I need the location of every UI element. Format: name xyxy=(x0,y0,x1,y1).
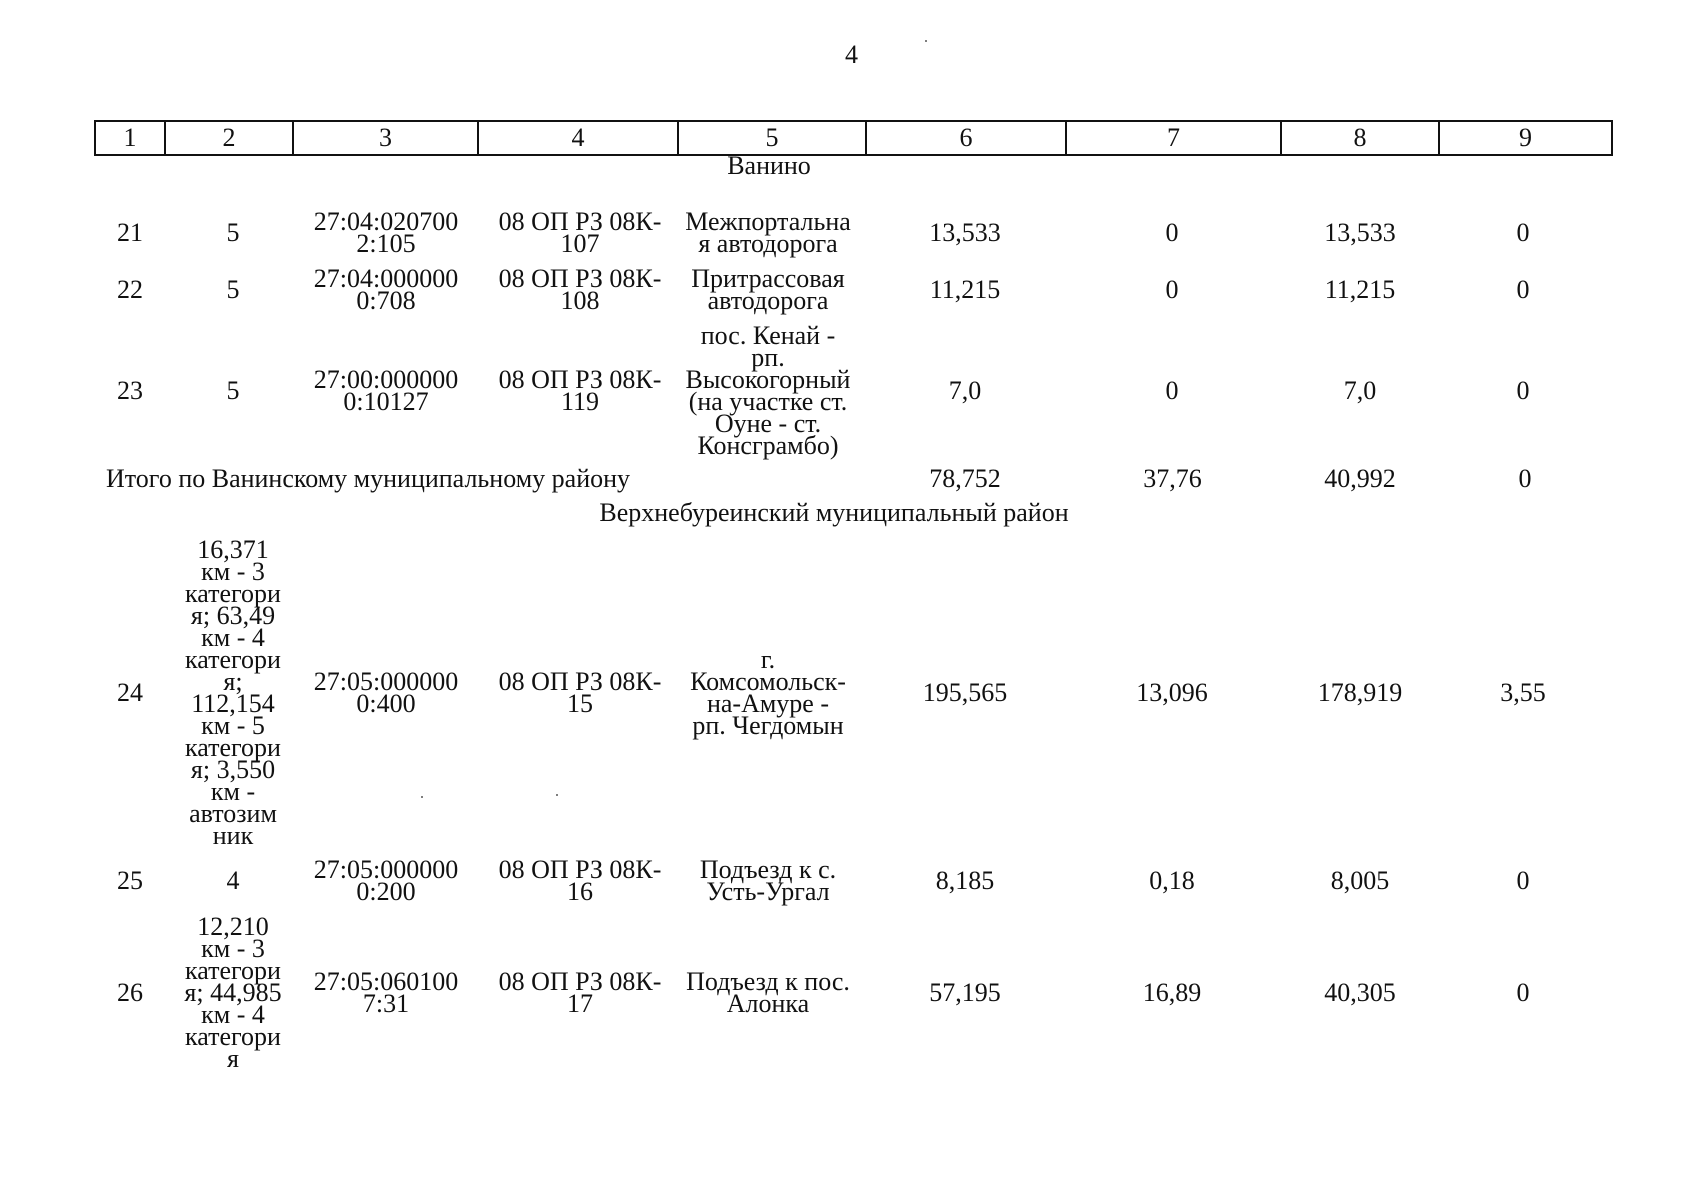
cell-line: 0:200 xyxy=(356,877,416,906)
table-cell-col9 xyxy=(1448,978,1598,1007)
table-cell-col5 xyxy=(673,855,863,906)
cell-line: Консграмбо) xyxy=(697,431,839,460)
cell-line: 7,0 xyxy=(948,376,982,405)
total-label-vanino: Итого по Ванинскому муниципальному району xyxy=(106,464,631,493)
column-header-3: 3 xyxy=(293,121,478,155)
total-col6: 78,752 xyxy=(929,464,1001,493)
cell-line: 08 ОП РЗ 08К- xyxy=(498,667,662,696)
table-cell-col8 xyxy=(1275,376,1445,405)
cell-line: 5 xyxy=(226,275,240,304)
column-header-row xyxy=(94,120,1613,156)
cell-line: 26 xyxy=(117,978,143,1007)
cell-line: 7,0 xyxy=(1343,376,1377,405)
table-cell-col2 xyxy=(172,866,294,895)
cell-line: рп. xyxy=(751,343,785,372)
cell-line: я xyxy=(227,1044,239,1073)
table-cell-col4 xyxy=(480,365,680,416)
scan-speck xyxy=(556,794,558,796)
cell-line: 5 xyxy=(226,376,240,405)
cell-line: на-Амуре - xyxy=(706,689,830,718)
table-cell-col8 xyxy=(1275,218,1445,247)
cell-line: 0 xyxy=(1516,275,1530,304)
table-cell-col5 xyxy=(673,207,863,258)
table-cell-col1 xyxy=(100,275,160,304)
cell-line: я; 44,985 xyxy=(184,978,282,1007)
cell-line: 13,533 xyxy=(929,218,1001,247)
table-cell-col4 xyxy=(480,855,680,906)
section-title-verkhnebureinsky: Верхнебуреинский муниципальный район xyxy=(599,498,1069,527)
cell-line: 11,215 xyxy=(929,275,1001,304)
cell-line: 0 xyxy=(1165,275,1179,304)
cell-line: 08 ОП РЗ 08К- xyxy=(498,207,662,236)
table-cell-col1 xyxy=(100,376,160,405)
cell-line: 08 ОП РЗ 08К- xyxy=(498,855,662,884)
table-cell-col7 xyxy=(1087,678,1257,707)
table-cell-col4 xyxy=(480,967,680,1018)
table-cell-col2 xyxy=(172,376,294,405)
page-number: 4 xyxy=(845,40,858,69)
table-cell-col5 xyxy=(673,967,863,1018)
table-cell-col6 xyxy=(880,678,1050,707)
cell-line: 21 xyxy=(117,218,143,247)
column-header-7: 7 xyxy=(1066,121,1281,155)
table-cell-col4 xyxy=(480,207,680,258)
cell-line: 16,371 xyxy=(197,535,269,564)
cell-line: км - 3 xyxy=(201,934,265,963)
cell-line: 27:05:060100 xyxy=(313,967,459,996)
cell-line: 7:31 xyxy=(362,989,410,1018)
cell-line: 0,18 xyxy=(1149,866,1195,895)
column-header-4: 4 xyxy=(478,121,678,155)
column-header-9: 9 xyxy=(1439,121,1612,155)
cell-line: г. xyxy=(760,645,776,674)
cell-line: ник xyxy=(212,821,254,850)
table-cell-col5 xyxy=(673,321,863,460)
table-cell-col3 xyxy=(296,855,476,906)
cell-line: категори xyxy=(185,579,281,608)
cell-line: 15 xyxy=(567,689,593,718)
table-cell-col5 xyxy=(673,645,863,740)
cell-line: Комсомольск- xyxy=(690,667,846,696)
cell-line: 0:708 xyxy=(356,286,416,315)
cell-line: 08 ОП РЗ 08К- xyxy=(498,365,662,394)
cell-line: 12,210 xyxy=(197,912,269,941)
table-cell-col7 xyxy=(1087,376,1257,405)
total-col8: 40,992 xyxy=(1324,464,1396,493)
cell-line: 178,919 xyxy=(1317,678,1403,707)
table-cell-col8 xyxy=(1275,275,1445,304)
cell-line: Притрассовая xyxy=(691,264,845,293)
cell-line: 08 ОП РЗ 08К- xyxy=(498,264,662,293)
cell-line: 13,096 xyxy=(1136,678,1208,707)
table-cell-col9 xyxy=(1448,218,1598,247)
table-cell-col6 xyxy=(880,376,1050,405)
table-cell-col3 xyxy=(296,207,476,258)
cell-line: 27:05:000000 xyxy=(313,667,459,696)
cell-line: я; xyxy=(223,667,243,696)
table-cell-col9 xyxy=(1448,678,1598,707)
cell-line: 4 xyxy=(226,866,240,895)
cell-line: 0 xyxy=(1165,218,1179,247)
table-cell-col6 xyxy=(880,218,1050,247)
cell-line: 11,215 xyxy=(1324,275,1396,304)
cell-line: 24 xyxy=(117,678,143,707)
cell-line: категори xyxy=(185,956,281,985)
table-cell-col3 xyxy=(296,667,476,718)
cell-line: Усть-Ургал xyxy=(706,877,830,906)
cell-line: 23 xyxy=(117,376,143,405)
table-cell-col2 xyxy=(172,275,294,304)
cell-line: пос. Кенай - xyxy=(700,321,836,350)
cell-line: 3,55 xyxy=(1500,678,1546,707)
table-cell-col3 xyxy=(296,264,476,315)
cell-line: я автодорога xyxy=(698,229,838,258)
table-cell-col1 xyxy=(100,678,160,707)
cell-line: категори xyxy=(185,733,281,762)
total-col9: 0 xyxy=(1518,464,1532,493)
cell-line: 112,154 xyxy=(191,689,275,718)
table-cell-col1 xyxy=(100,978,160,1007)
cell-line: км - 3 xyxy=(201,557,265,586)
cell-line: автозим xyxy=(189,799,277,828)
cell-line: км - 5 xyxy=(201,711,265,740)
cell-line: рп. Чегдомын xyxy=(692,711,844,740)
cell-line: (на участке ст. xyxy=(688,387,848,416)
table-cell-col8 xyxy=(1275,678,1445,707)
cell-line: 8,185 xyxy=(935,866,995,895)
table-cell-col7 xyxy=(1087,275,1257,304)
cell-line: 108 xyxy=(560,286,600,315)
table-cell-col7 xyxy=(1087,218,1257,247)
table-cell-col2 xyxy=(172,912,294,1073)
cell-line: 2:105 xyxy=(356,229,416,258)
column-header-5: 5 xyxy=(678,121,866,155)
cell-line: 0 xyxy=(1165,376,1179,405)
cell-line: 0 xyxy=(1516,218,1530,247)
table-cell-col6 xyxy=(880,275,1050,304)
cell-line: Высокогорный xyxy=(685,365,851,394)
table-cell-col7 xyxy=(1087,866,1257,895)
table-cell-col6 xyxy=(880,866,1050,895)
column-header-6: 6 xyxy=(866,121,1066,155)
table-cell-col5 xyxy=(673,264,863,315)
table-cell-col3 xyxy=(296,967,476,1018)
cell-line: автодорога xyxy=(707,286,829,315)
cell-line: категори xyxy=(185,1022,281,1051)
cell-line: 107 xyxy=(560,229,600,258)
table-cell-col8 xyxy=(1275,866,1445,895)
cell-line: 5 xyxy=(226,218,240,247)
column-header-2: 2 xyxy=(165,121,293,155)
cell-line: 0 xyxy=(1516,376,1530,405)
table-cell-col6 xyxy=(880,978,1050,1007)
scan-speck xyxy=(421,796,423,798)
section-title-vanino: Ванино xyxy=(727,151,811,180)
column-header-8: 8 xyxy=(1281,121,1439,155)
column-header-1: 1 xyxy=(95,121,165,155)
table-cell-col7 xyxy=(1087,978,1257,1007)
cell-line: Подъезд к с. xyxy=(699,855,837,884)
total-col7: 37,76 xyxy=(1143,464,1202,493)
cell-line: км - 4 xyxy=(201,1000,265,1029)
cell-line: 13,533 xyxy=(1324,218,1396,247)
cell-line: 0 xyxy=(1516,866,1530,895)
table-cell-col9 xyxy=(1448,376,1598,405)
cell-line: 27:00:000000 xyxy=(313,365,459,394)
table-cell-col4 xyxy=(480,667,680,718)
cell-line: я; 3,550 xyxy=(190,755,276,784)
cell-line: 0:10127 xyxy=(343,387,429,416)
cell-line: км - xyxy=(210,777,256,806)
cell-line: 22 xyxy=(117,275,143,304)
cell-line: я; 63,49 xyxy=(190,601,276,630)
cell-line: 27:05:000000 xyxy=(313,855,459,884)
table-cell-col2 xyxy=(172,218,294,247)
cell-line: 57,195 xyxy=(929,978,1001,1007)
table-cell-col4 xyxy=(480,264,680,315)
cell-line: 119 xyxy=(560,387,600,416)
table-cell-col2 xyxy=(172,535,294,850)
cell-line: категори xyxy=(185,645,281,674)
cell-line: 16,89 xyxy=(1142,978,1202,1007)
cell-line: 0 xyxy=(1516,978,1530,1007)
table-cell-col3 xyxy=(296,365,476,416)
table-cell-col1 xyxy=(100,866,160,895)
table-cell-col8 xyxy=(1275,978,1445,1007)
cell-line: 25 xyxy=(117,866,143,895)
cell-line: 17 xyxy=(567,989,593,1018)
table-cell-col9 xyxy=(1448,275,1598,304)
cell-line: 40,305 xyxy=(1324,978,1396,1007)
cell-line: км - 4 xyxy=(201,623,265,652)
cell-line: 16 xyxy=(567,877,593,906)
table-cell-col9 xyxy=(1448,866,1598,895)
scan-speck xyxy=(925,40,927,42)
cell-line: Межпортальна xyxy=(685,207,851,236)
cell-line: 08 ОП РЗ 08К- xyxy=(498,967,662,996)
table-cell-col1 xyxy=(100,218,160,247)
cell-line: 8,005 xyxy=(1330,866,1390,895)
cell-line: 195,565 xyxy=(922,678,1008,707)
cell-line: Подъезд к пос. xyxy=(686,967,850,996)
cell-line: Оуне - ст. xyxy=(714,409,822,438)
cell-line: Алонка xyxy=(726,989,810,1018)
cell-line: 0:400 xyxy=(356,689,416,718)
cell-line: 27:04:000000 xyxy=(313,264,459,293)
cell-line: 27:04:020700 xyxy=(313,207,459,236)
